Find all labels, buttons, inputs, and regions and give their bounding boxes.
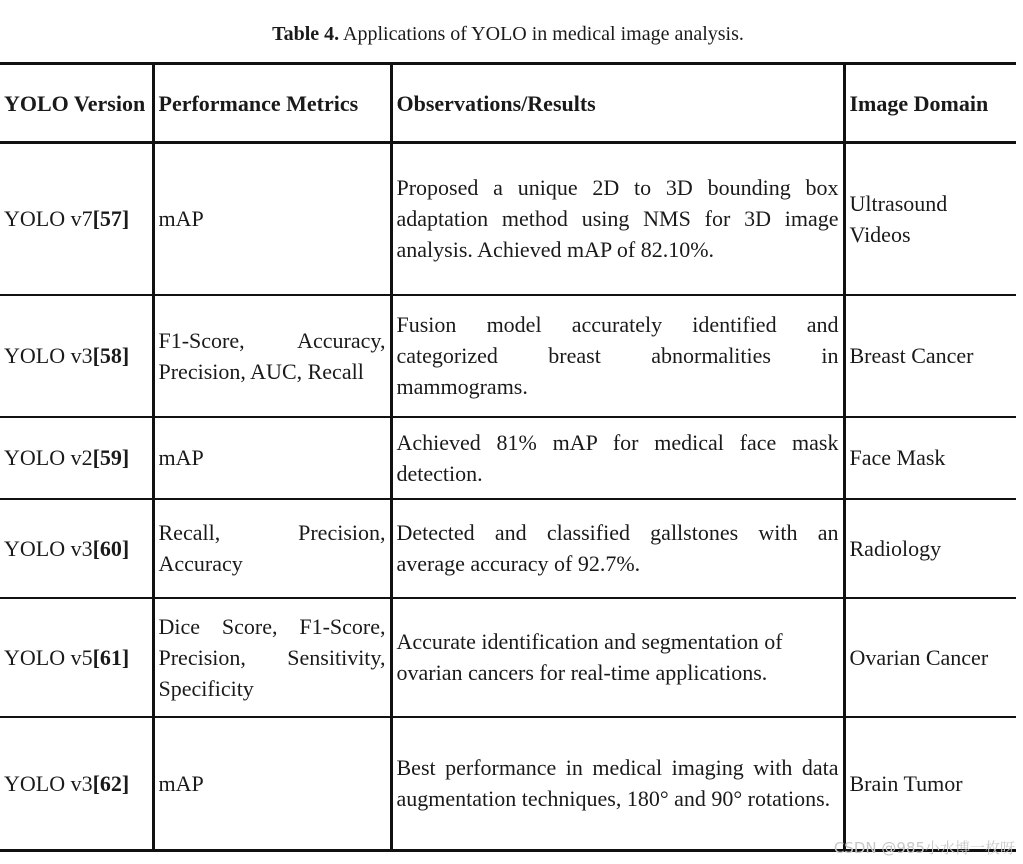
version-text: YOLO v3 <box>4 343 93 368</box>
version-text: YOLO v7 <box>4 206 93 232</box>
observations-cell: Achieved 81% mAP for medical face mask detection. <box>391 417 844 499</box>
observations-cell: Best performance in medical imaging with data augmentation techniques, 180° and 90° rotations. <box>391 717 844 851</box>
table-row <box>0 143 1016 295</box>
reference-link[interactable]: [58] <box>92 343 130 368</box>
table-row <box>0 499 1016 598</box>
header-metrics: Performance Metrics <box>153 64 391 143</box>
reference-link[interactable]: [61] <box>92 644 130 670</box>
table-caption <box>0 20 1016 48</box>
header-domain: Image Domain <box>844 64 1016 143</box>
version-cell <box>0 717 153 851</box>
metrics-cell: mAP <box>153 143 391 295</box>
yolo-applications-table <box>0 62 1016 852</box>
reference-link[interactable]: [59] <box>92 445 130 470</box>
domain-cell: Face Mask <box>844 417 1016 499</box>
header-row <box>0 64 1016 143</box>
observations-cell: Detected and classified gallstones with an average accuracy of 92.7%. <box>391 499 844 598</box>
table-row <box>0 295 1016 417</box>
table-row <box>0 598 1016 717</box>
metrics-cell: mAP <box>153 717 391 851</box>
observations-cell: Fusion model accurately identified and categorized breast abnormalities in mammograms. <box>391 295 844 417</box>
version-cell <box>0 417 153 499</box>
header-version: YOLO Version <box>0 64 153 143</box>
version-text: YOLO v2 <box>4 445 93 470</box>
table-row <box>0 717 1016 851</box>
metrics-cell: Recall, Precision, Accuracy <box>153 499 391 598</box>
metrics-cell: F1-Score, Accuracy, Precision, AUC, Recall <box>153 295 391 417</box>
caption-text: Applications of YOLO in medical image analysis. <box>339 23 744 45</box>
version-text: YOLO v3 <box>4 535 93 561</box>
domain-cell: Radiology <box>844 499 1016 598</box>
reference-link[interactable]: [60] <box>92 535 130 561</box>
version-text: YOLO v5 <box>4 644 93 670</box>
version-cell <box>0 499 153 598</box>
domain-cell: Brain Tumor <box>844 717 1016 851</box>
metrics-cell: Dice Score, F1-Score, Precision, Sensitivity, Specificity <box>153 598 391 717</box>
version-cell <box>0 143 153 295</box>
header-observations: Observations/Results <box>391 64 844 143</box>
watermark: CSDN @985小水博一枚呀 <box>833 839 1015 857</box>
version-cell <box>0 598 153 717</box>
reference-link[interactable]: [62] <box>92 770 130 796</box>
metrics-cell: mAP <box>153 417 391 499</box>
domain-cell: Breast Cancer <box>844 295 1016 417</box>
caption-label: Table 4. <box>272 23 340 45</box>
version-cell <box>0 295 153 417</box>
reference-link[interactable]: [57] <box>92 206 130 232</box>
table-row <box>0 417 1016 499</box>
domain-cell: Ultrasound Videos <box>844 143 1016 295</box>
observations-cell: Accurate identification and segmentation of ovarian cancers for real-time applications. <box>391 598 844 717</box>
version-text: YOLO v3 <box>4 770 93 796</box>
observations-cell: Proposed a unique 2D to 3D bounding box adaptation method using NMS for 3D image analysis. Achieved mAP of 82.10%. <box>391 143 844 295</box>
domain-cell: Ovarian Cancer <box>844 598 1016 717</box>
